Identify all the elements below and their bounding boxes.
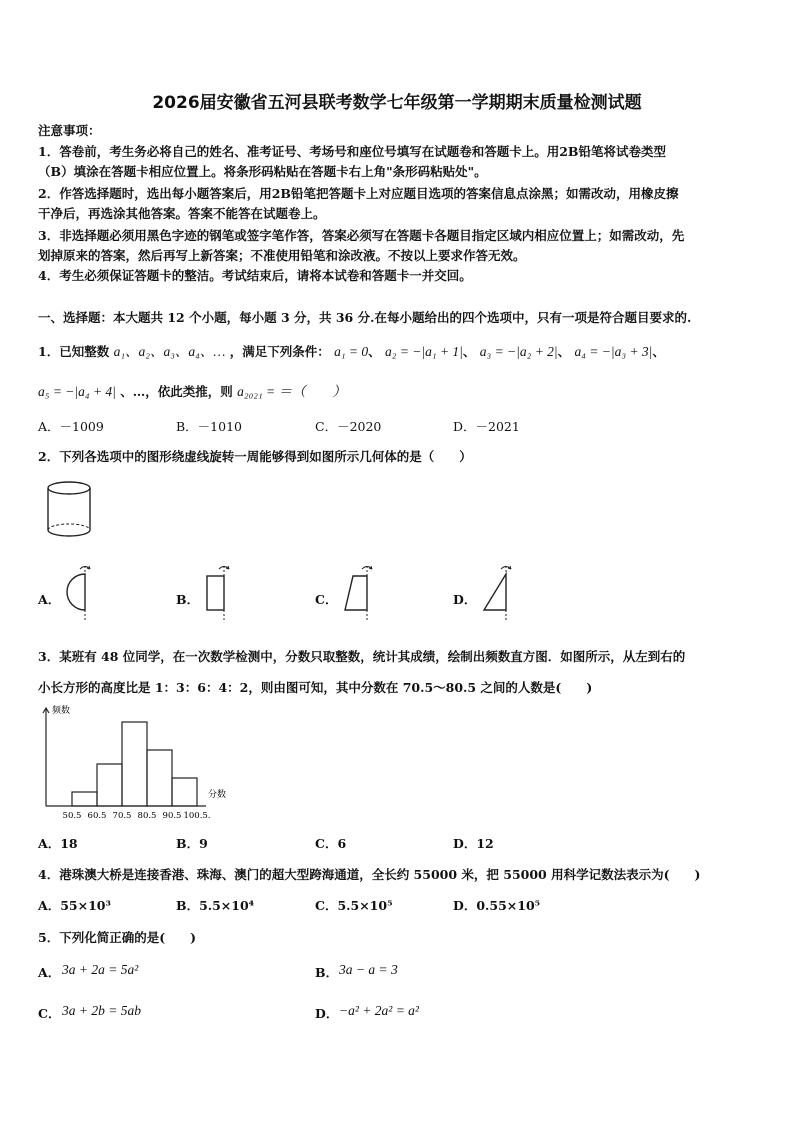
cylinder-figure — [44, 478, 96, 542]
q4-option-d: D．0.55×10⁵ — [453, 898, 541, 913]
q1-sequence: a₁、a₂、a₃、a₄、… — [113, 344, 226, 359]
chart-y-axis-label: 频数 — [52, 706, 71, 716]
q3-stem-line2: 小长方形的高度比是 1：3：6：4：2，则由图可知，其中分数在 70.5～80.5 之间的人数是( ) — [38, 680, 593, 695]
frequency-histogram — [38, 700, 238, 826]
q1-option-b: B．－1010 — [176, 419, 242, 434]
x-tick-label: 80.5 — [137, 811, 157, 821]
q1-condition: ，满足下列条件： — [229, 344, 330, 359]
q1-stem: 1．已知整数 a₁、a₂、a₃、a₄、… ，满足下列条件： a₁ = 0、 a₂ = −|a₁ + 1|、 a₃ = −|a₂ + 2|、 a₄ = −|a₃ + 3|、 — [38, 344, 665, 359]
chart-x-axis-label: 分数 — [208, 790, 227, 800]
q1-tail: 、…，依此类推，则 — [120, 384, 233, 399]
notice-line: 3．非选择题必须用黑色字迹的钢笔或签字笔作答，答案必须写在答题卡各题目指定区域内相应位置上；如需改动，先 — [38, 228, 685, 243]
q1-eq4: a₄ = −|a₃ + 3| — [574, 344, 653, 359]
q2-stem: 2．下列各选项中的图形绕虚线旋转一周能够得到如图所示几何体的是（ ） — [38, 449, 472, 464]
notice-line: 1．答卷前，考生务必将自己的姓名、准考证号、考场号和座位号填写在试题卷和答题卡上。用2B铅笔将试卷类型 — [38, 144, 666, 159]
q1-stem-line2 — [38, 380, 346, 400]
histogram-bar — [147, 750, 172, 806]
notice-line: 2．作答选择题时，选出每小题答案后，用2B铅笔把答题卡上对应题目选项的答案信息点涂黑；如需改动，用橡皮擦 — [38, 186, 679, 201]
q2-figure-c-trapezoid — [337, 562, 381, 624]
q2-figure-a-semicircle — [60, 562, 100, 624]
histogram-bar — [97, 764, 122, 806]
q1-prefix: 1．已知整数 — [38, 344, 110, 359]
q1-eq5: a₅ = −|a₄ + 4| — [38, 384, 116, 399]
q2-figure-d-triangle — [476, 562, 520, 624]
notice-line: 干净后，再选涂其他答案。答案不能答在试题卷上。 — [38, 206, 326, 221]
notice-line: 4．考生必须保证答题卡的整洁。考试结束后，请将本试卷和答题卡一并交回。 — [38, 268, 472, 283]
q2-label-d: D． — [453, 592, 477, 607]
q1-eq1: a₁ = 0 — [334, 344, 369, 359]
q2-figure-b-rectangle — [198, 562, 238, 624]
x-tick-label: 70.5 — [112, 811, 132, 821]
q5-label-c: C． — [38, 1006, 61, 1021]
q3-option-d: D．12 — [453, 836, 494, 851]
q5-expr-d: −a² + 2a² = a² — [339, 1003, 419, 1018]
q1-option-d: D．－2021 — [453, 419, 520, 434]
q4-option-b: B．5.5×10⁴ — [176, 898, 255, 913]
q3-option-c: C．6 — [315, 836, 347, 851]
notice-line: （B）填涂在答题卡相应位置上。将条形码粘贴在答题卡右上角"条形码粘贴处"。 — [38, 164, 487, 179]
q5-label-b: B． — [315, 965, 339, 980]
histogram-bar — [122, 722, 147, 806]
q5-expr-b: 3a − a = 3 — [339, 962, 398, 977]
x-tick-label: 90.5 — [162, 811, 182, 821]
q1-ask: a₂₀₂₁ = ＝（ ） — [237, 384, 347, 399]
q4-option-c: C．5.5×10⁵ — [315, 898, 393, 913]
page-title: 2026届安徽省五河县联考数学七年级第一学期期末质量检测试题 — [152, 93, 642, 113]
x-tick-label: 60.5 — [87, 811, 107, 821]
q5-label-d: D． — [315, 1006, 339, 1021]
q3-option-b: B．9 — [176, 836, 208, 851]
q2-label-a: A． — [38, 592, 61, 607]
histogram-bar — [72, 792, 97, 806]
section-heading: 一、选择题：本大题共 12 个小题，每小题 3 分，共 36 分.在每小题给出的四个选项中，只有一项是符合题目要求的. — [38, 310, 692, 325]
q5-stem: 5．下列化简正确的是( ) — [38, 930, 197, 945]
q3-option-a: A．18 — [38, 836, 78, 851]
q5-expr-a: 3a + 2a = 5a² — [62, 962, 139, 977]
q5-label-a: A． — [38, 965, 61, 980]
notice-line: 划掉原来的答案，然后再写上新答案；不准使用铅笔和涂改液。不按以上要求作答无效。 — [38, 248, 526, 263]
q2-label-b: B． — [176, 592, 200, 607]
q1-option-a: A．－1009 — [38, 419, 104, 434]
q4-option-a: A．55×10³ — [38, 898, 111, 913]
q3-stem-line1: 3．某班有 48 位同学，在一次数学检测中，分数只取整数，统计其成绩，绘制出频数直方图．如图所示，从左到右的 — [38, 649, 686, 664]
q1-eq2: a₂ = −|a₁ + 1| — [385, 344, 463, 359]
q4-stem: 4．港珠澳大桥是连接香港、珠海、澳门的超大型跨海通道，全长约 55000 米，把 55000 用科学记数法表示为( ) — [38, 867, 701, 882]
q1-option-c: C．－2020 — [315, 419, 382, 434]
x-tick-label: 50.5 — [62, 811, 82, 821]
x-tick-label: 100.5. — [183, 811, 211, 821]
q5-expr-c: 3a + 2b = 5ab — [62, 1003, 141, 1018]
q1-eq3: a₃ = −|a₂ + 2| — [479, 344, 558, 359]
notice-heading: 注意事项： — [38, 123, 101, 138]
histogram-bar — [172, 778, 197, 806]
q2-label-c: C． — [315, 592, 338, 607]
